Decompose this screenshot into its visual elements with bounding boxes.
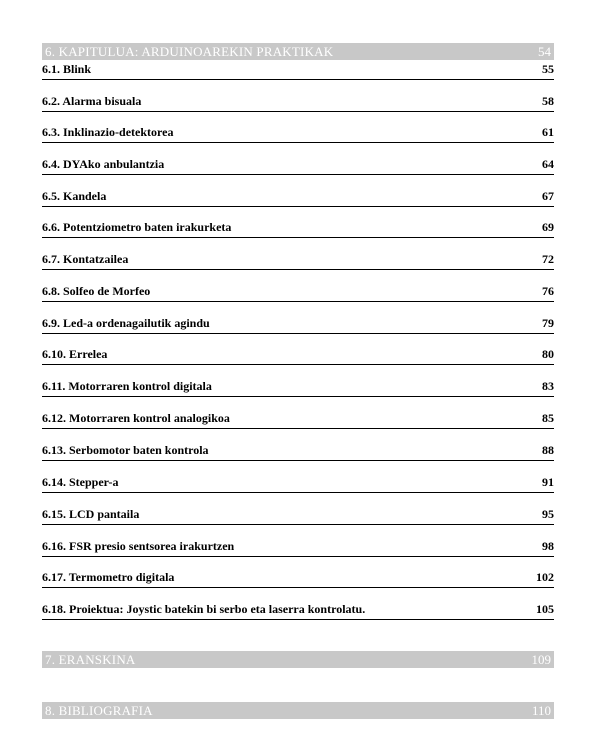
toc-entry-label: 6.8. Solfeo de Morfeo: [42, 284, 151, 298]
chapter-page-number: 110: [531, 703, 551, 718]
toc-entry-label: 6.11. Motorraren kontrol digitala: [42, 379, 212, 393]
toc-entry-label: 6.5. Kandela: [42, 189, 107, 203]
toc-entry-label: 6.6. Potentziometro baten irakurketa: [42, 220, 232, 234]
toc-entry-label: 6.18. Proiektua: Joystic batekin bi serbo eta laserra kontrolatu.: [42, 602, 366, 616]
toc-entry[interactable]: [42, 124, 554, 143]
toc-entry[interactable]: [42, 410, 554, 429]
chapter-title: 8. BIBLIOGRAFIA: [45, 703, 153, 718]
toc-entry[interactable]: [42, 315, 554, 334]
toc-entry-page: 76: [542, 284, 554, 298]
toc-entry-page: 55: [542, 62, 554, 76]
toc-entry-label: 6.14. Stepper-a: [42, 475, 119, 489]
toc-entry-label: 6.2. Alarma bisuala: [42, 94, 142, 108]
toc-entry-page: 72: [542, 252, 554, 266]
chapter-page-number: 54: [538, 44, 551, 59]
toc-entry-page: 61: [542, 125, 554, 139]
toc-entry-label: 6.10. Errelea: [42, 347, 108, 361]
toc-entry[interactable]: [42, 346, 554, 365]
toc-entry[interactable]: [42, 93, 554, 112]
toc-entry-page: 88: [542, 443, 554, 457]
toc-entry-label: 6.13. Serbomotor baten kontrola: [42, 443, 209, 457]
toc-entry-label: 6.7. Kontatzailea: [42, 252, 129, 266]
toc-entry-page: 95: [542, 507, 554, 521]
toc-entry-label: 6.4. DYAko anbulantzia: [42, 157, 165, 171]
chapter-6-heading[interactable]: [42, 43, 554, 60]
toc-entry[interactable]: [42, 378, 554, 397]
toc-entry[interactable]: [42, 283, 554, 302]
toc-entry-page: 80: [542, 347, 554, 361]
chapter-page-number: 109: [531, 652, 551, 667]
toc-entry-page: 98: [542, 539, 554, 553]
toc-entry-page: 79: [542, 316, 554, 330]
toc-entry-label: 6.12. Motorraren kontrol analogikoa: [42, 411, 230, 425]
toc-entry-page: 91: [542, 475, 554, 489]
toc-entry-page: 83: [542, 379, 554, 393]
chapter-8-heading[interactable]: [42, 702, 554, 719]
chapter-title: 7. ERANSKINA: [45, 652, 136, 667]
toc-entry[interactable]: [42, 538, 554, 557]
toc-entry-label: 6.3. Inklinazio-detektorea: [42, 125, 174, 139]
toc-entry-page: 58: [542, 94, 554, 108]
toc-entry[interactable]: [42, 506, 554, 525]
toc-entry[interactable]: [42, 442, 554, 461]
toc-entry-page: 105: [536, 602, 554, 616]
toc-entry-label: 6.17. Termometro digitala: [42, 570, 175, 584]
toc-entry-page: 102: [536, 570, 554, 584]
toc-entry-label: 6.15. LCD pantaila: [42, 507, 140, 521]
toc-entry[interactable]: [42, 569, 554, 588]
toc-entry[interactable]: [42, 61, 554, 80]
toc-entry[interactable]: [42, 188, 554, 207]
toc-entry[interactable]: [42, 219, 554, 238]
toc-entry-label: 6.9. Led-a ordenagailutik agindu: [42, 316, 210, 330]
toc-entry-page: 64: [542, 157, 554, 171]
toc-entry-page: 69: [542, 220, 554, 234]
toc-entry-page: 67: [542, 189, 554, 203]
chapter-7-heading[interactable]: [42, 651, 554, 668]
chapter-title: 6. KAPITULUA: ARDUINOAREKIN PRAKTIKAK: [45, 44, 334, 59]
toc-entry-label: 6.1. Blink: [42, 62, 92, 76]
toc-entry-label: 6.16. FSR presio sentsorea irakurtzen: [42, 539, 235, 553]
toc-entry-page: 85: [542, 411, 554, 425]
toc-entry[interactable]: [42, 601, 554, 620]
toc-entry[interactable]: [42, 474, 554, 493]
toc-entry[interactable]: [42, 251, 554, 270]
toc-entry[interactable]: [42, 156, 554, 175]
